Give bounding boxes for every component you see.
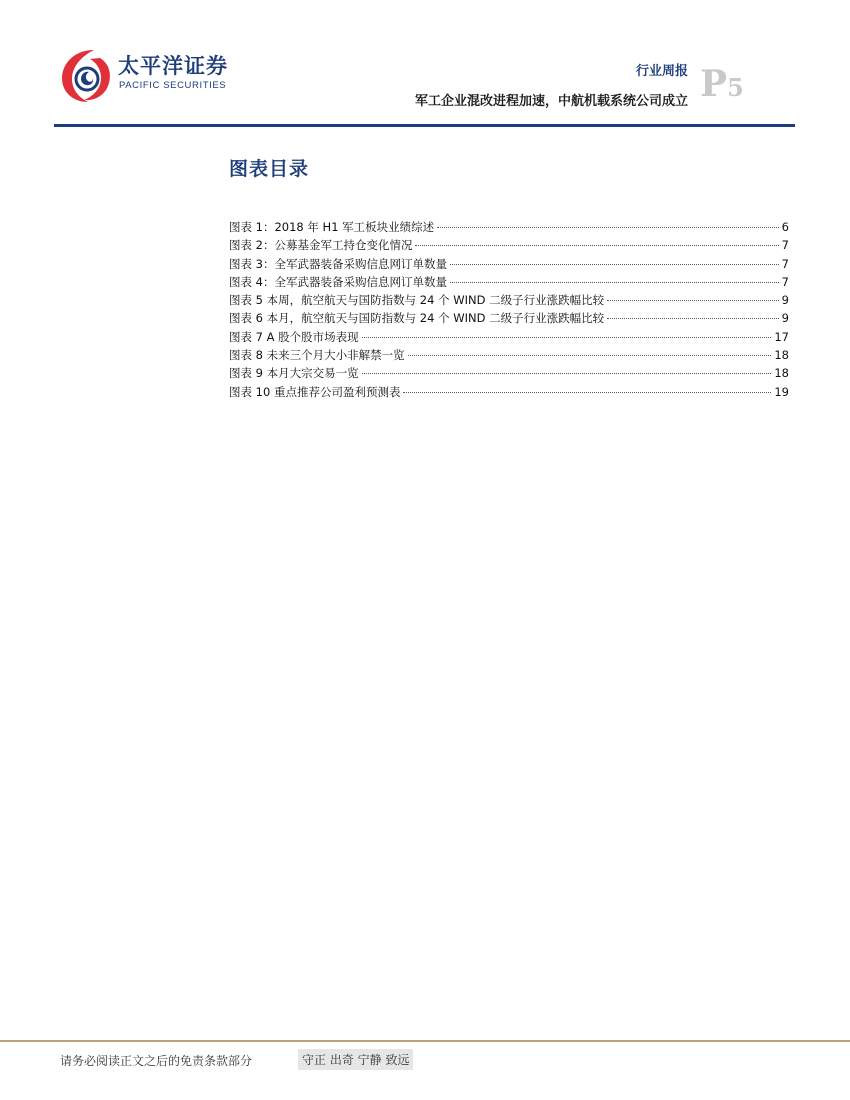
page-number-value: 5 [727,73,744,102]
report-type: 行业周报 [635,64,688,79]
toc-entry[interactable] [229,237,789,255]
toc-entry-label: 图表 5 本周，航空航天与国防指数与 24 个 WIND 二级子行业涨跌幅比较 [229,293,605,308]
toc-entry-page: 9 [781,311,789,326]
toc-dot-leader [450,282,779,283]
toc-entry-label: 图表 1：2018 年 H1 军工板块业绩综述 [229,220,435,234]
toc-entry[interactable] [229,274,789,292]
toc-entry[interactable] [229,329,789,347]
toc-entry-page: 19 [774,384,789,399]
report-title: 军工企业混改进程加速，中航机载系统公司成立 [414,94,688,109]
toc-dot-leader [408,355,772,356]
toc-entry-page: 9 [781,293,789,308]
pacific-securities-logo-icon [60,46,112,104]
toc-dot-leader [362,373,772,374]
toc-list [229,219,789,402]
toc-entry-label: 图表 2：公募基金军工持仓变化情况 [229,238,413,253]
toc-dot-leader [450,264,779,265]
toc-entry[interactable] [229,219,789,237]
toc-entry-label: 图表 9 本月大宗交易一览 [229,366,359,381]
toc-entry[interactable] [229,384,789,402]
toc-entry[interactable] [229,347,789,365]
toc-entry-label: 图表 7 A 股个股市场表现 [229,329,359,344]
toc-heading: 图表目录 [229,158,310,180]
toc-entry[interactable] [229,256,789,274]
header-divider [54,124,795,127]
logo-chinese-name: 太平洋证券 [118,54,228,78]
company-motto: 守正 出奇 宁静 致远 [298,1049,413,1070]
toc-entry-page: 7 [781,256,789,271]
toc-entry-label: 图表 10 重点推荐公司盈利预测表 [229,384,401,399]
toc-entry-page: 18 [774,348,789,363]
toc-entry[interactable] [229,365,789,383]
toc-entry[interactable] [229,292,789,310]
footer-divider [0,1040,850,1042]
toc-entry-label: 图表 8 未来三个月大小非解禁一览 [229,348,405,363]
logo-english-name: PACIFIC SECURITIES [119,80,227,91]
disclaimer-note: 请务必阅读正文之后的免责条款部分 [60,1054,253,1068]
toc-entry-page: 7 [781,274,789,289]
toc-dot-leader [415,245,778,246]
page-prefix: P [700,63,728,105]
company-logo [60,46,320,108]
page-number [700,63,744,105]
toc-entry-label: 图表 4：全军武器装备采购信息网订单数量 [229,274,447,289]
toc-dot-leader [403,392,771,393]
toc-entry-page: 6 [781,220,789,234]
toc-dot-leader [437,227,779,228]
toc-entry-page: 7 [781,238,789,253]
toc-entry-page: 17 [774,329,789,344]
toc-dot-leader [607,318,779,319]
toc-dot-leader [362,337,772,338]
toc-dot-leader [607,300,779,301]
toc-entry-page: 18 [774,366,789,381]
toc-entry-label: 图表 6 本月，航空航天与国防指数与 24 个 WIND 二级子行业涨跌幅比较 [229,311,605,326]
toc-entry-label: 图表 3：全军武器装备采购信息网订单数量 [229,256,447,271]
toc-entry[interactable] [229,310,789,328]
